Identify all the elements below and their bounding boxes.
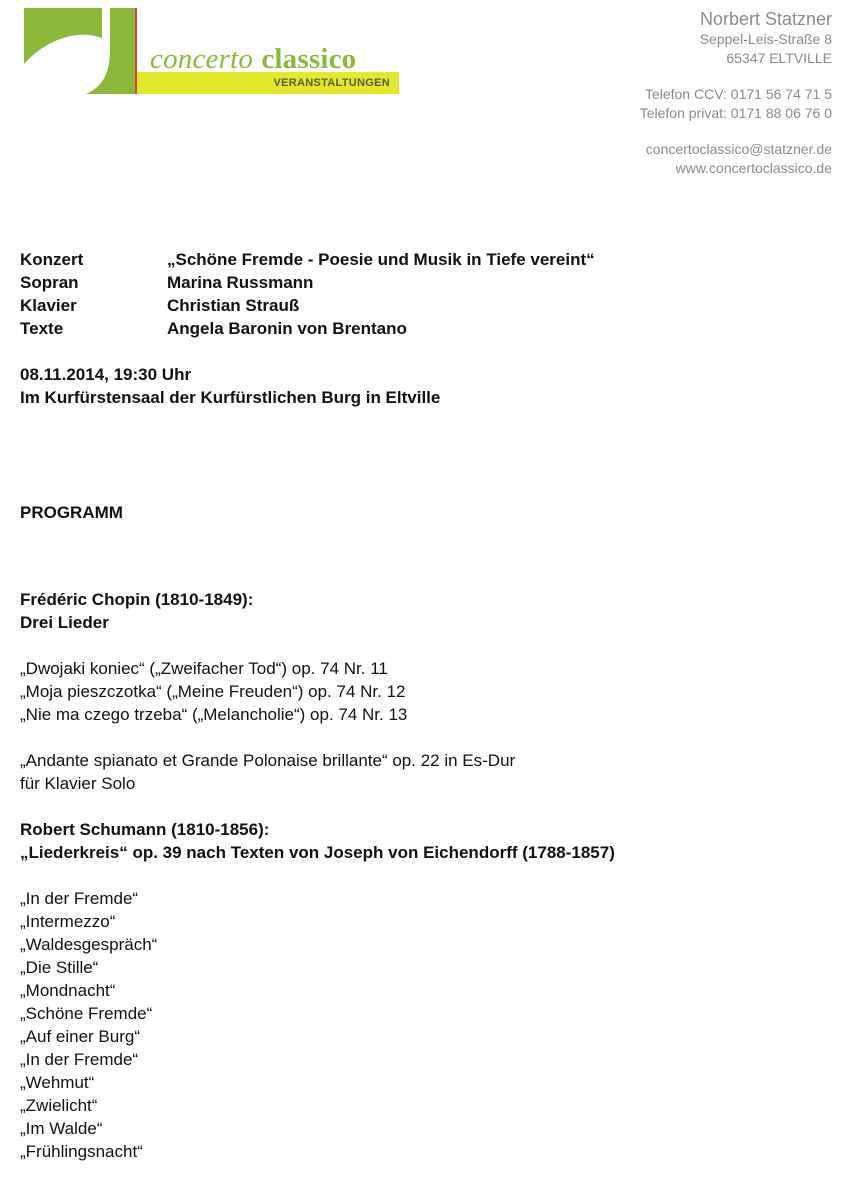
event-datetime: 08.11.2014, 19:30 Uhr	[20, 365, 192, 384]
contact-phone-ccv: Telefon CCV: 0171 56 74 71 5	[644, 86, 832, 102]
detail-value: Angela Baronin von Brentano	[167, 319, 407, 338]
contact-street: Seppel-Leis-Straße 8	[699, 31, 832, 47]
program-item: „Auf einer Burg“	[20, 1027, 140, 1046]
program-item: „Mondnacht“	[20, 981, 116, 1000]
program-item: „Schöne Fremde“	[20, 1004, 153, 1023]
program-item: „Moja pieszczotka“ („Meine Freuden“) op. 74 Nr. 12	[20, 682, 406, 701]
logo-wordmark	[150, 44, 356, 74]
detail-label: Texte	[20, 319, 64, 338]
program-item: „Waldesgespräch“	[20, 935, 158, 954]
detail-row-piano	[20, 294, 820, 317]
program-item: „Zwielicht“	[20, 1096, 98, 1115]
detail-label: Klavier	[20, 296, 77, 315]
contact-website[interactable]: www.concertoclassico.de	[675, 160, 832, 176]
detail-row-soprano	[20, 271, 820, 294]
work-title: „Liederkreis“ op. 39 nach Texten von Joseph von Eichendorff (1788-1857)	[20, 843, 615, 862]
contact-block	[640, 8, 832, 178]
program-item: „Dwojaki koniec“ („Zweifacher Tod“) op. 74 Nr. 11	[20, 659, 388, 678]
detail-value: Marina Russmann	[167, 273, 314, 292]
contact-email[interactable]: concertoclassico@statzner.de	[645, 141, 832, 157]
program-item: „In der Fremde“	[20, 1050, 139, 1069]
program-item: „Nie ma czego trzeba“ („Melancholie“) op. 74 Nr. 13	[20, 705, 408, 724]
program-item: „Intermezzo“	[20, 912, 116, 931]
program-heading: PROGRAMM	[20, 503, 123, 522]
company-logo	[24, 8, 400, 94]
note-shape-icon	[24, 8, 136, 94]
detail-label: Konzert	[20, 250, 84, 269]
program-section-chopin	[20, 588, 820, 795]
program-item: „Im Walde“	[20, 1119, 103, 1138]
logo-word-classico: classico	[261, 43, 357, 75]
contact-city: 65347 ELTVILLE	[726, 50, 832, 66]
program-item: für Klavier Solo	[20, 774, 136, 793]
composer-heading: Frédéric Chopin (1810-1849):	[20, 590, 254, 609]
work-title: Drei Lieder	[20, 613, 109, 632]
detail-value: Christian Strauß	[167, 296, 300, 315]
event-venue: Im Kurfürstensaal der Kurfürstlichen Burg in Eltville	[20, 388, 441, 407]
document-body	[20, 248, 820, 1163]
contact-name: Norbert Statzner	[699, 9, 832, 29]
program-item: „Andante spianato et Grande Polonaise brillante“ op. 22 in Es-Dur	[20, 751, 516, 770]
composer-heading: Robert Schumann (1810-1856):	[20, 820, 270, 839]
detail-row-concert	[20, 248, 820, 271]
program-item: „Wehmut“	[20, 1073, 95, 1092]
program-section-schumann	[20, 818, 820, 1163]
logo-subtitle: VERANSTALTUNGEN	[273, 77, 390, 89]
logo-word-concerto: concerto	[150, 43, 254, 75]
program-item: „Frühlingsnacht“	[20, 1142, 143, 1161]
program-item: „Die Stille“	[20, 958, 99, 977]
contact-phone-private: Telefon privat: 0171 88 06 76 0	[639, 105, 832, 121]
event-details	[20, 248, 820, 340]
detail-value: „Schöne Fremde - Poesie und Musik in Tiefe vereint“	[167, 250, 595, 269]
program-item: „In der Fremde“	[20, 889, 139, 908]
detail-row-texts	[20, 317, 820, 340]
detail-label: Sopran	[20, 273, 79, 292]
